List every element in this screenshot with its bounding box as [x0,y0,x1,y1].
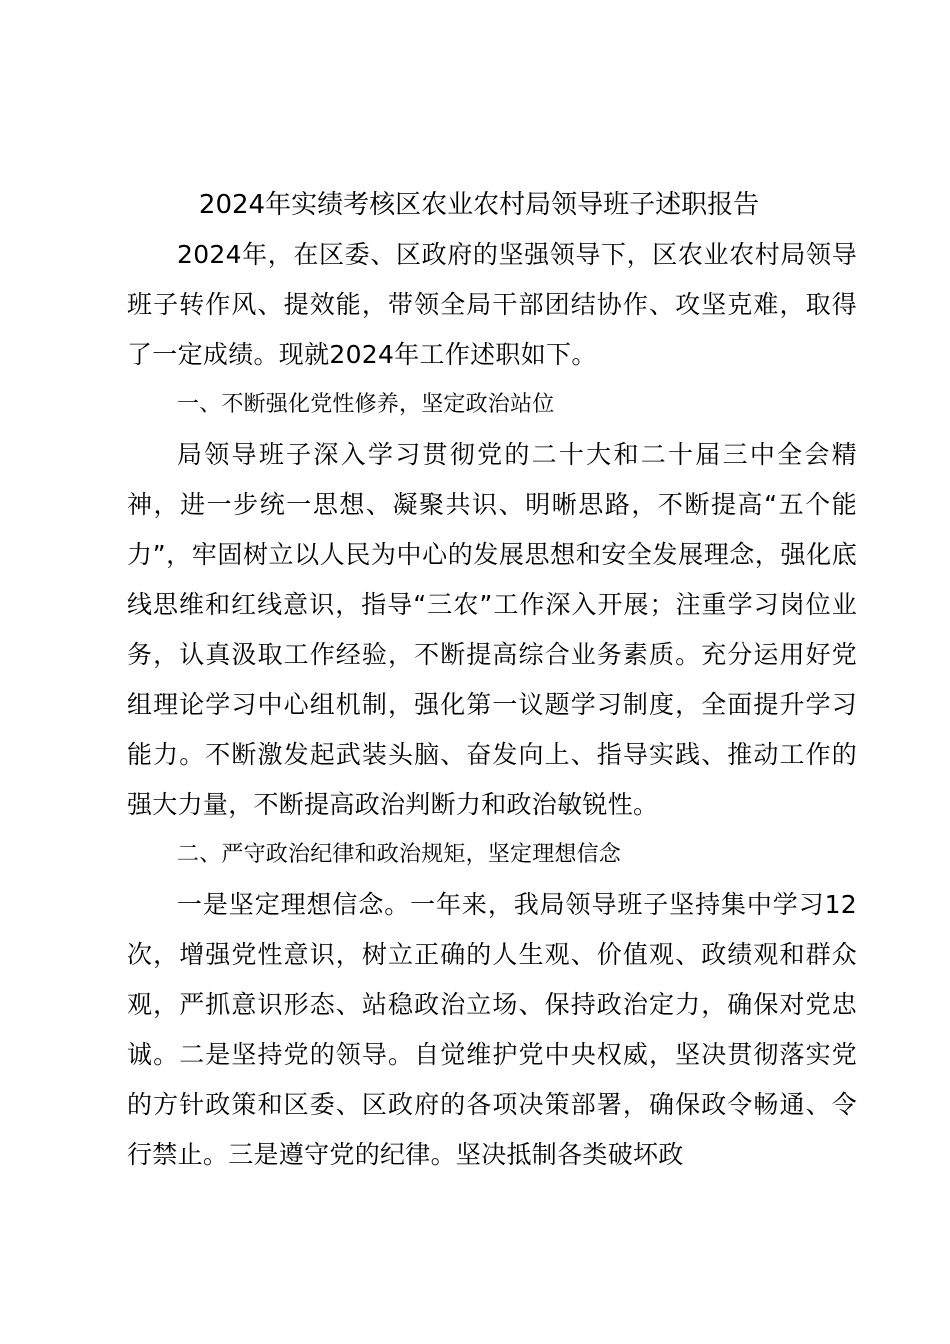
section-heading-2: 二、严守政治纪律和政治规矩，坚定理想信念 [177,842,622,867]
document-body [127,230,857,1180]
intro-paragraph: 2024年，在区委、区政府的坚强领导下，区农业农村局领导班子转作风、提效能，带领全局干部团结协作、攻坚克难，取得了一定成绩。现就2024年工作述职如下。 [127,240,857,369]
document-title: 2024年实绩考核区农业农村局领导班子述职报告 [198,190,760,220]
section-paragraph-2: 一是坚定理想信念。一年来，我局领导班子坚持集中学习12次，增强党性意识，树立正确的人生观、价值观、政绩观和群众观，严抓意识形态、站稳政治立场、保持政治定力，确保对党忠诚。二是坚持党的领导。自觉维护党中央权威，坚决贯彻落实党的方针政策和区委、区政府的各项决策部署，确保政令畅通、令行禁止。三是遵守党的纪律。坚决抵制各类破坏政 [127,890,857,1169]
section-paragraph-1: 局领导班子深入学习贯彻党的二十大和二十届三中全会精神，进一步统一思想、凝聚共识、明晰思路，不断提高“五个能力”，牢固树立以人民为中心的发展思想和安全发展理念，强化底线思维和红线意识，指导“三农”工作深入开展；注重学习岗位业务，认真汲取工作经验，不断提高综合业务素质。充分运用好党组理论学习中心组机制，强化第一议题学习制度，全面提升学习能力。不断激发起武装头脑、奋发向上、指导实践、推动工作的强大力量，不断提高政治判断力和政治敏锐性。 [127,440,857,819]
section-heading-1: 一、不断强化党性修养，坚定政治站位 [177,392,555,417]
